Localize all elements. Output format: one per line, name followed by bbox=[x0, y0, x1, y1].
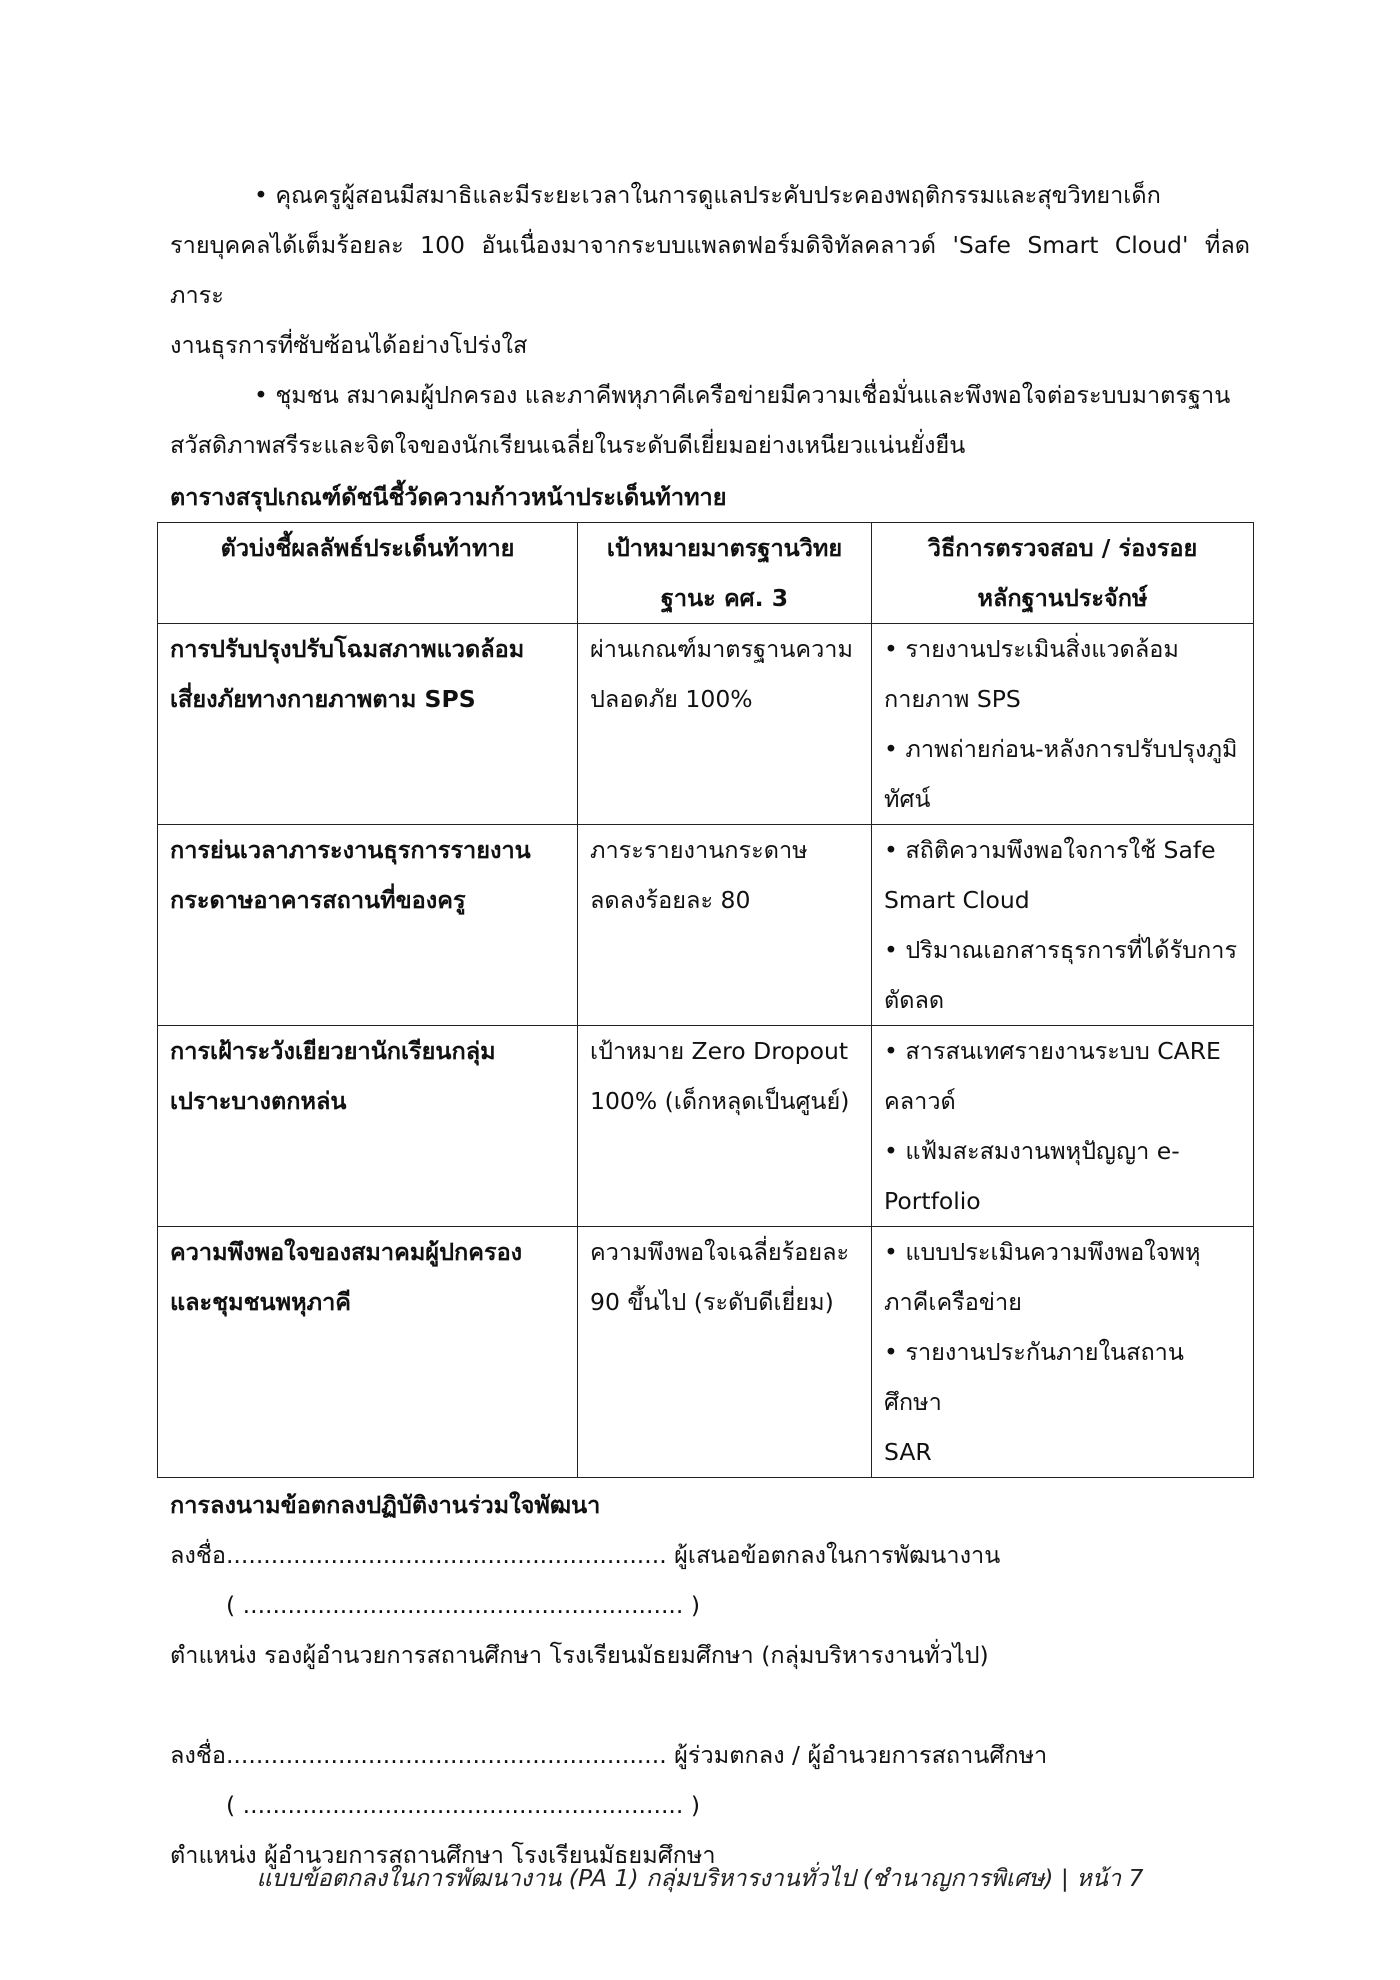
evidence-cell: • สารสนเทศรายงานระบบ CARE คลาวด์ • แฟ้มสะสมงานพหุปัญญา e- Portfolio bbox=[872, 1026, 1254, 1227]
position-line-proposer: ตำแหน่ง รองผู้อำนวยการสถานศึกษา โรงเรียนมัธยมศึกษา (กลุ่มบริหารงานทั่วไป) bbox=[170, 1641, 989, 1669]
table-header-row bbox=[158, 523, 1254, 624]
page-content bbox=[170, 170, 1250, 1880]
evidence-cell: • แบบประเมินความพึงพอใจพหุ ภาคีเครือข่าย • รายงานประกันภายในสถานศึกษา SAR bbox=[872, 1227, 1254, 1478]
target-cell: ภาระรายงานกระดาษ ลดลงร้อยละ 80 bbox=[578, 825, 872, 1026]
bullet-paragraph-community bbox=[170, 370, 1250, 470]
table-title: ตารางสรุปเกณฑ์ดัชนีชี้วัดความก้าวหน้าประเด็นท้าทาย bbox=[170, 483, 727, 511]
table-row bbox=[158, 1227, 1254, 1478]
paragraph-line: สวัสดิภาพสรีระและจิตใจของนักเรียนเฉลี่ยในระดับดีเยี่ยมอย่างเหนียวแน่นยั่งยืน bbox=[170, 431, 966, 459]
paragraph-line: • คุณครูผู้สอนมีสมาธิและมีระยะเวลาในการดูแลประคับประคองพฤติกรรมและสุขวิทยาเด็ก bbox=[254, 181, 1161, 209]
indicator-cell: ความพึงพอใจของสมาคมผู้ปกครอง และชุมชนพหุภาคี bbox=[158, 1227, 578, 1478]
evidence-cell: • สถิติความพึงพอใจการใช้ Safe Smart Cloud • ปริมาณเอกสารธุรการที่ได้รับการ ตัดลด bbox=[872, 825, 1254, 1026]
evidence-cell: • รายงานประเมินสิ่งแวดล้อม กายภาพ SPS • ภาพถ่ายก่อน-หลังการปรับปรุงภูมิ ทัศน์ bbox=[872, 624, 1254, 825]
spacer bbox=[170, 1680, 1250, 1730]
paragraph-line: รายบุคคลได้เต็มร้อยละ 100 อันเนื่องมาจากระบบแพลตฟอร์มดิจิทัลคลาวด์ 'Safe Smart Cloud' ที่ลดภาระ bbox=[170, 231, 1250, 309]
paragraph-line: งานธุรการที่ซับซ้อนได้อย่างโปร่งใส bbox=[170, 331, 528, 359]
name-line-director: ( ........................................................... ) bbox=[226, 1791, 701, 1819]
header-evidence: วิธีการตรวจสอบ / ร่องรอย หลักฐานประจักษ์ bbox=[872, 523, 1254, 624]
page-footer: แบบข้อตกลงในการพัฒนางาน (PA 1) กลุ่มบริหารงานทั่วไป (ชำนาญการพิเศษ) | หน้า 7 bbox=[256, 1864, 1144, 1892]
bullet-paragraph-teachers bbox=[170, 170, 1250, 370]
header-indicator: ตัวบ่งชี้ผลลัพธ์ประเด็นท้าทาย bbox=[158, 523, 578, 624]
paragraph-line: • ชุมชน สมาคมผู้ปกครอง และภาคีพหุภาคีเครือข่ายมีความเชื่อมั่นและพึงพอใจต่อระบบมาตรฐาน bbox=[254, 381, 1231, 409]
position-line-director: ตำแหน่ง ผู้อำนวยการสถานศึกษา โรงเรียนมัธยมศึกษา bbox=[170, 1841, 716, 1869]
table-row bbox=[158, 1026, 1254, 1227]
target-cell: เป้าหมาย Zero Dropout 100% (เด็กหลุดเป็นศูนย์) bbox=[578, 1026, 872, 1227]
signature-section bbox=[170, 1480, 1250, 1880]
table-row bbox=[158, 624, 1254, 825]
indicator-cell: การปรับปรุงปรับโฉมสภาพแวดล้อม เสี่ยงภัยทางกายภาพตาม SPS bbox=[158, 624, 578, 825]
table-row bbox=[158, 825, 1254, 1026]
header-target: เป้าหมายมาตรฐานวิทย ฐานะ คศ. 3 bbox=[578, 523, 872, 624]
target-cell: ความพึงพอใจเฉลี่ยร้อยละ 90 ขึ้นไป (ระดับดีเยี่ยม) bbox=[578, 1227, 872, 1478]
signature-section-title: การลงนามข้อตกลงปฏิบัติงานร่วมใจพัฒนา bbox=[170, 1491, 601, 1519]
indicator-summary-table bbox=[157, 522, 1254, 1478]
name-line-proposer: ( ........................................................... ) bbox=[226, 1591, 701, 1619]
signature-line-director: ลงชื่อ........................................................... ผู้ร่วมตกลง / ผู้อำนวยการสถานศึกษา bbox=[170, 1741, 1048, 1769]
indicator-cell: การย่นเวลาภาระงานธุรการรายงาน กระดาษอาคารสถานที่ของครู bbox=[158, 825, 578, 1026]
indicator-cell: การเฝ้าระวังเยียวยานักเรียนกลุ่ม เปราะบางตกหล่น bbox=[158, 1026, 578, 1227]
target-cell: ผ่านเกณฑ์มาตรฐานความ ปลอดภัย 100% bbox=[578, 624, 872, 825]
signature-line-proposer: ลงชื่อ........................................................... ผู้เสนอข้อตกลงในการพัฒนางาน bbox=[170, 1541, 1001, 1569]
